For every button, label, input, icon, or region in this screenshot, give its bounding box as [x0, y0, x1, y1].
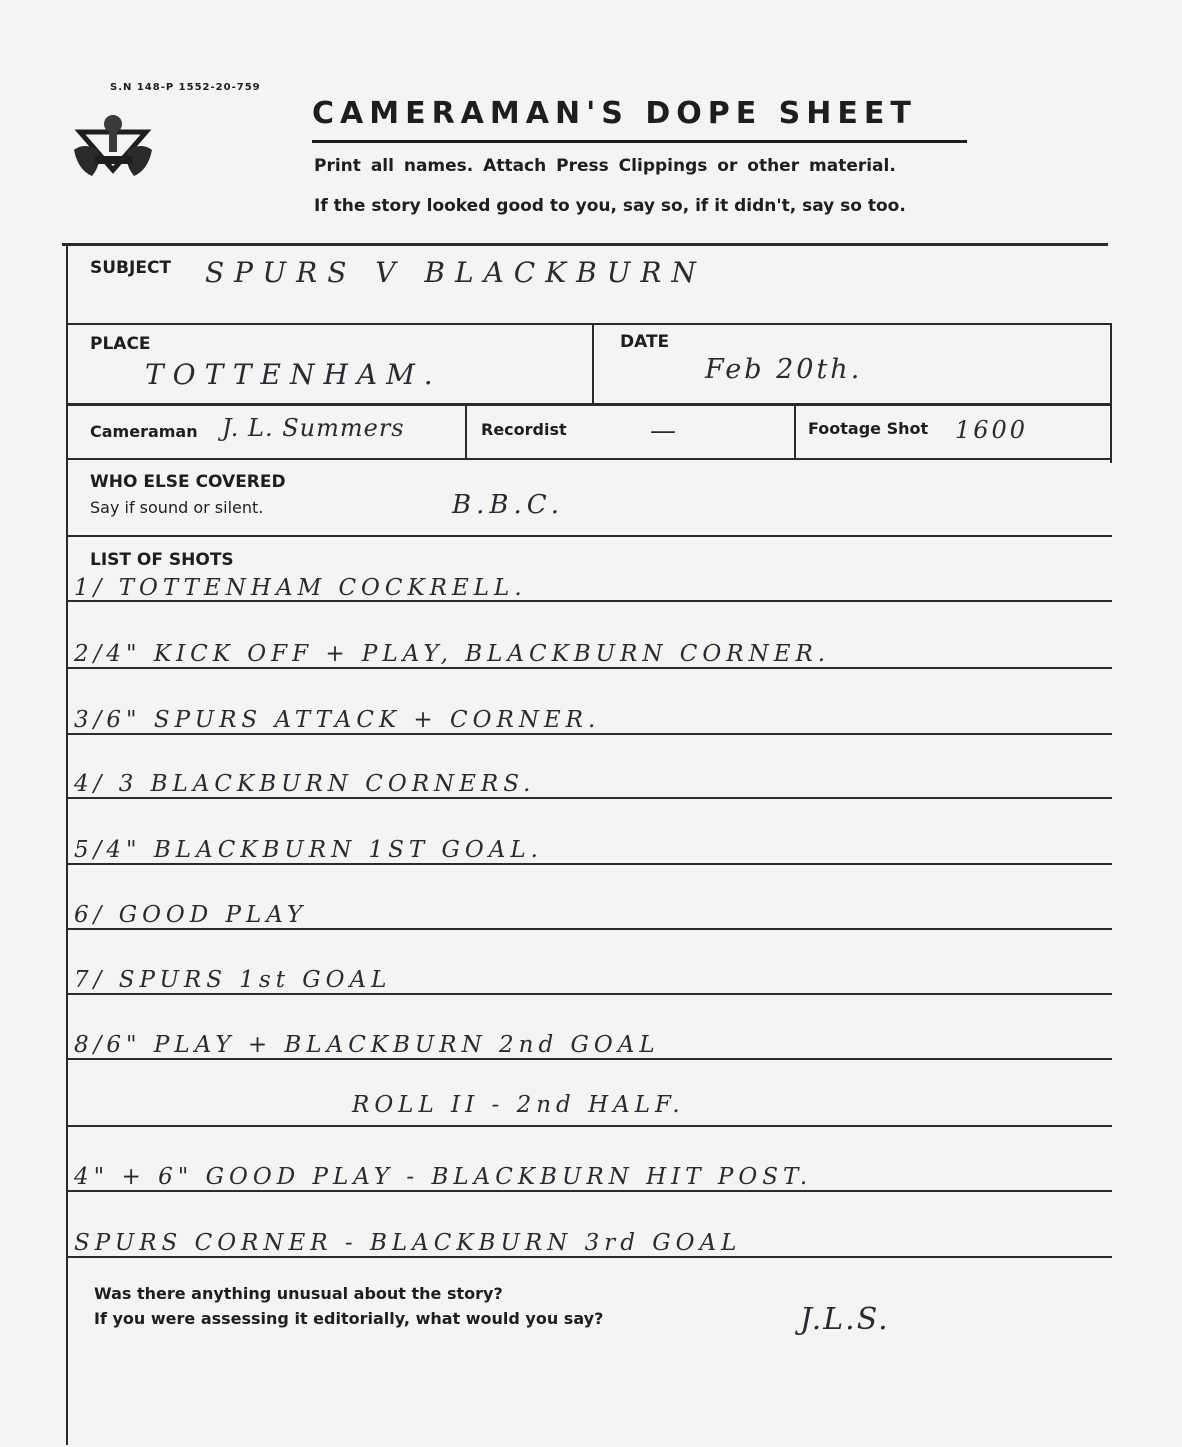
- row-divider: [66, 403, 1112, 406]
- shot-entry: 4" + 6" GOOD PLAY - BLACKBURN HIT POST.: [74, 1164, 813, 1190]
- recordist-value: —: [650, 416, 676, 446]
- cameraman-signature: J. L. Summers: [222, 414, 405, 442]
- column-divider: [592, 325, 594, 403]
- form-left-border: [66, 245, 68, 1445]
- shot-line: [66, 928, 1112, 930]
- shot-entry: 1/ TOTTENHAM COCKRELL.: [74, 575, 527, 601]
- shot-line: [66, 993, 1112, 995]
- shot-entry: 3/6" SPURS ATTACK + CORNER.: [74, 707, 601, 733]
- title-rule: [312, 140, 967, 143]
- recordist-label: Recordist: [481, 420, 567, 439]
- footage-shot-label: Footage Shot: [808, 419, 929, 438]
- instruction-line: Print all names. Attach Press Clippings or other material.: [314, 156, 896, 176]
- row-divider: [66, 458, 1112, 460]
- date-label: DATE: [620, 332, 670, 352]
- subject-value: SPURS V BLACKBURN: [205, 256, 706, 289]
- subject-label: SUBJECT: [90, 258, 172, 278]
- list-of-shots-label: LIST OF SHOTS: [90, 550, 234, 570]
- shot-entry: 5/4" BLACKBURN 1ST GOAL.: [74, 837, 543, 863]
- column-divider: [794, 406, 796, 458]
- initials-signature: J.L.S.: [800, 1302, 890, 1337]
- form-number: S.N 148-P 1552-20-759: [110, 82, 261, 93]
- row-divider: [66, 323, 1112, 325]
- shot-entry: 8/6" PLAY + BLACKBURN 2nd GOAL: [74, 1032, 660, 1058]
- shot-line: [66, 863, 1112, 865]
- row-divider: [66, 535, 1112, 537]
- footage-shot-value: 1600: [955, 416, 1029, 444]
- who-else-covered-sublabel: Say if sound or silent.: [90, 498, 264, 517]
- shot-line: [66, 1256, 1112, 1258]
- question-editorial: If you were assessing it editorially, what would you say?: [94, 1309, 604, 1328]
- shot-entry: SPURS CORNER - BLACKBURN 3rd GOAL: [74, 1230, 742, 1256]
- shot-line: [66, 733, 1112, 735]
- shot-line: [66, 667, 1112, 669]
- shot-line: [66, 1190, 1112, 1192]
- shot-entry: 7/ SPURS 1st GOAL: [74, 967, 392, 993]
- form-right-border: [1110, 323, 1112, 463]
- form-top-rule: [62, 243, 1108, 246]
- cameraman-label: Cameraman: [90, 422, 198, 441]
- shot-entry: 2/4" KICK OFF + PLAY, BLACKBURN CORNER.: [74, 641, 831, 667]
- roll-separator: ROLL II - 2nd HALF.: [352, 1092, 685, 1118]
- shot-line: [66, 1125, 1112, 1127]
- column-divider: [465, 406, 467, 458]
- question-unusual: Was there anything unusual about the story?: [94, 1284, 503, 1303]
- place-label: PLACE: [90, 334, 151, 354]
- shot-line: [66, 797, 1112, 799]
- instruction-line: If the story looked good to you, say so, if it didn't, say so too.: [314, 196, 906, 216]
- who-else-covered-value: B.B.C.: [452, 490, 564, 520]
- sheet-title: CAMERAMAN'S DOPE SHEET: [312, 96, 917, 131]
- who-else-covered-label: WHO ELSE COVERED: [90, 472, 286, 492]
- date-value: Feb 20th.: [705, 354, 863, 385]
- shot-entry: 4/ 3 BLACKBURN CORNERS.: [74, 771, 536, 797]
- shot-entry: 6/ GOOD PLAY: [74, 902, 308, 928]
- newsreel-emblem-logo: [72, 110, 154, 185]
- shot-line: [66, 1058, 1112, 1060]
- place-value: TOTTENHAM.: [145, 358, 442, 391]
